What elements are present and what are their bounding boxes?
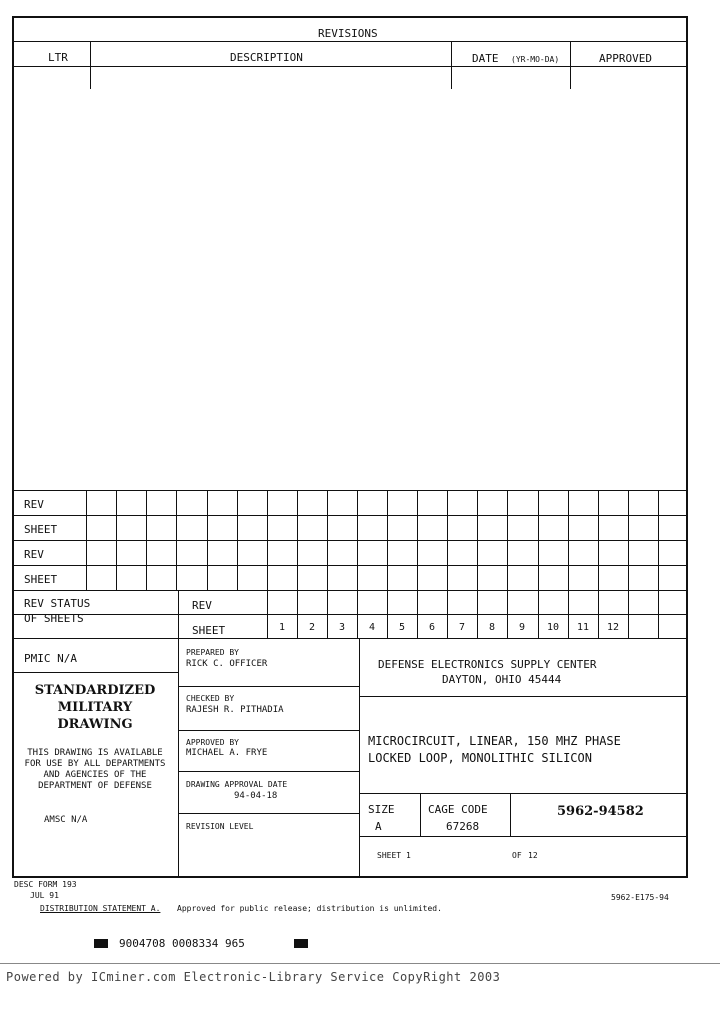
grid-line <box>146 490 147 590</box>
divider <box>178 771 359 772</box>
availability-line-4: DEPARTMENT OF DEFENSE <box>38 781 152 791</box>
sheet-number-cell: 9 <box>518 622 526 633</box>
grid-line <box>116 490 117 590</box>
grid-line <box>628 590 629 638</box>
sheet-row-label: SHEET <box>24 573 58 586</box>
grid-line <box>447 490 448 590</box>
of-label: OF <box>512 851 522 860</box>
sheet-number-cell: 11 <box>576 622 590 633</box>
grid-line <box>12 565 688 566</box>
barcode-mark-left <box>94 939 108 948</box>
divider <box>12 672 178 673</box>
form-line-2: JUL 91 <box>30 891 59 900</box>
availability-line-1: THIS DRAWING IS AVAILABLE <box>27 748 163 758</box>
ltr-header: LTR <box>48 51 68 64</box>
sheet-number-cell: 8 <box>488 622 496 633</box>
grid-line <box>568 490 569 590</box>
date-header: DATE <box>472 52 499 65</box>
approval-date: 94-04-18 <box>234 791 278 801</box>
sheet-label: SHEET <box>377 851 402 860</box>
rev-row-label: REV <box>24 548 44 561</box>
approved-by-label: APPROVED BY <box>186 738 239 747</box>
approved-header: APPROVED <box>599 52 652 65</box>
sheet-number-cell: 4 <box>368 622 376 633</box>
divider <box>12 66 688 67</box>
grid-line <box>628 490 629 590</box>
divider <box>12 41 688 42</box>
divider <box>90 41 91 89</box>
grid-line <box>357 490 358 590</box>
sheet-number: 1 <box>406 851 411 860</box>
description-line-1: MICROCIRCUIT, LINEAR, 150 MHZ PHASE <box>368 734 621 748</box>
footer-divider <box>0 963 720 964</box>
grid-line <box>86 490 87 590</box>
grid-line <box>387 490 388 590</box>
sheet-number-cell: 5 <box>398 622 406 633</box>
sheet-row-label: SHEET <box>24 523 58 536</box>
availability-line-2: FOR USE BY ALL DEPARTMENTS <box>24 759 166 769</box>
rev-status-sheet-label: SHEET <box>192 624 226 637</box>
agency-line-1: DEFENSE ELECTRONICS SUPPLY CENTER <box>378 658 597 671</box>
size-label: SIZE <box>368 803 395 816</box>
divider <box>359 696 688 697</box>
of-sheets-label: OF SHEETS <box>24 612 84 625</box>
reference-code: 5962-E175-94 <box>611 893 669 902</box>
pmic-label: PMIC N/A <box>24 652 77 665</box>
divider <box>510 793 511 836</box>
prepared-by-label: PREPARED BY <box>186 648 239 657</box>
grid-line <box>207 490 208 590</box>
grid-line <box>237 490 238 590</box>
approved-by-name: MICHAEL A. FRYE <box>186 748 268 758</box>
amsc-label: AMSC N/A <box>44 815 88 825</box>
prepared-by-name: RICK C. OFFICER <box>186 659 268 669</box>
grid-line <box>507 490 508 590</box>
divider <box>178 730 359 731</box>
divider <box>178 686 359 687</box>
grid-line <box>417 490 418 590</box>
grid-line <box>176 490 177 590</box>
sheet-number-cell: 10 <box>546 622 560 633</box>
divider <box>359 836 688 837</box>
approval-date-label: DRAWING APPROVAL DATE <box>186 780 288 789</box>
sheet-number-cell: 1 <box>278 622 286 633</box>
barcode-mark-right <box>294 939 308 948</box>
grid-line <box>12 540 688 541</box>
revision-level-label: REVISION LEVEL <box>186 822 254 831</box>
grid-line <box>658 590 659 638</box>
description-line-2: LOCKED LOOP, MONOLITHIC SILICON <box>368 751 592 765</box>
distribution-prefix: DISTRIBUTION STATEMENT A. <box>40 904 161 913</box>
grid-line <box>598 490 599 590</box>
grid-line <box>267 490 268 590</box>
grid-line <box>297 490 298 590</box>
sheet-number-cell: 2 <box>308 622 316 633</box>
revisions-title: REVISIONS <box>318 27 378 40</box>
form-line-1: DESC FORM 193 <box>14 880 77 889</box>
sheet-number-cell: 7 <box>458 622 466 633</box>
barcode-text: 9004708 0008334 965 <box>119 937 245 950</box>
of-total: 12 <box>528 851 538 860</box>
availability-line-3: AND AGENCIES OF THE <box>43 770 147 780</box>
grid-line <box>12 590 688 591</box>
distribution-text: Approved for public release; distribution is unlimited. <box>177 904 442 913</box>
standard-title-3: DRAWING <box>57 717 133 732</box>
grid-line <box>12 614 688 615</box>
cage-code-label: CAGE CODE <box>428 803 488 816</box>
divider <box>178 813 359 814</box>
sheet-number-cell: 12 <box>606 622 620 633</box>
grid-line <box>658 490 659 590</box>
standard-title-1: STANDARDIZED <box>34 683 156 698</box>
divider <box>359 638 360 878</box>
divider <box>420 793 421 836</box>
grid-line <box>12 515 688 516</box>
agency-line-2: DAYTON, OHIO 45444 <box>442 673 562 686</box>
grid-line <box>12 490 688 491</box>
divider <box>12 638 688 639</box>
sheet-number-cell: 3 <box>338 622 346 633</box>
rev-status-label: REV STATUS <box>24 597 91 610</box>
divider <box>178 638 179 878</box>
rev-status-rev-label: REV <box>192 599 212 612</box>
rev-row-label: REV <box>24 498 44 511</box>
cage-code-value: 67268 <box>446 820 480 833</box>
sheet-number-cell: 6 <box>428 622 436 633</box>
checked-by-label: CHECKED BY <box>186 694 235 703</box>
description-header: DESCRIPTION <box>230 51 303 64</box>
divider <box>570 41 571 89</box>
date-format: (YR-MO-DA) <box>511 55 560 64</box>
standard-title-2: MILITARY <box>57 700 133 715</box>
divider <box>451 41 452 89</box>
divider <box>359 793 688 794</box>
grid-line <box>178 590 179 638</box>
checked-by-name: RAJESH R. PITHADIA <box>186 705 284 715</box>
powered-by-text: Powered by ICminer.com Electronic-Library Service CopyRight 2003 <box>6 970 501 984</box>
grid-line <box>477 490 478 590</box>
size-value: A <box>375 820 382 833</box>
document-number: 5962-94582 <box>557 804 644 819</box>
grid-line <box>538 490 539 590</box>
grid-line <box>327 490 328 590</box>
